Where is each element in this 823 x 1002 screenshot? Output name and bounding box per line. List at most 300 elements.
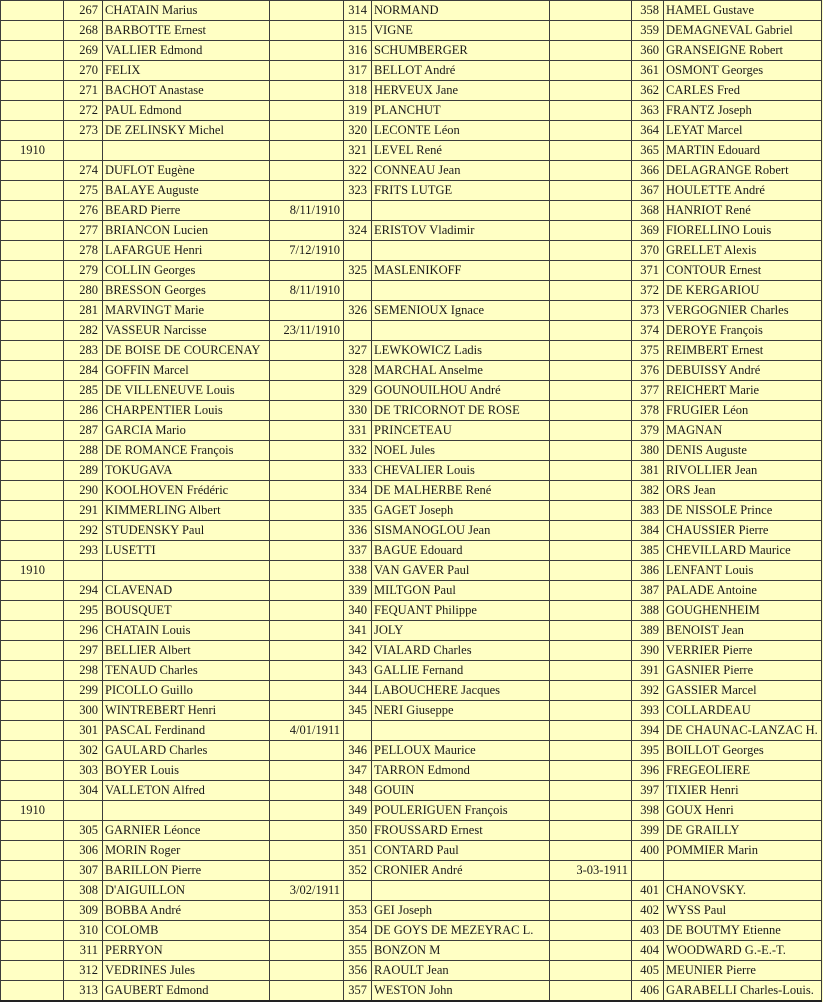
c1-date-cell [270, 841, 344, 861]
year-cell [1, 541, 64, 561]
c2-date-cell [550, 541, 632, 561]
c3-name-cell: DEROYE François [664, 321, 822, 341]
year-cell [1, 201, 64, 221]
year-cell [1, 41, 64, 61]
c2-name-cell: POULERIGUEN François [372, 801, 550, 821]
c3-number-cell: 360 [632, 41, 664, 61]
year-cell [1, 441, 64, 461]
c1-name-cell: CHARPENTIER Louis [103, 401, 270, 421]
c3-number-cell: 359 [632, 21, 664, 41]
year-cell [1, 841, 64, 861]
c2-name-cell [372, 321, 550, 341]
c3-name-cell: CHANOVSKY. [664, 881, 822, 901]
c3-number-cell: 378 [632, 401, 664, 421]
c2-number-cell: 322 [344, 161, 372, 181]
c1-name-cell: GARCIA Mario [103, 421, 270, 441]
c2-number-cell: 345 [344, 701, 372, 721]
year-cell [1, 341, 64, 361]
c1-name-cell [103, 561, 270, 581]
c1-date-cell [270, 701, 344, 721]
c3-number-cell: 402 [632, 901, 664, 921]
c2-name-cell: GAGET Joseph [372, 501, 550, 521]
c3-number-cell: 366 [632, 161, 664, 181]
c2-name-cell: FROUSSARD Ernest [372, 821, 550, 841]
c3-name-cell: COLLARDEAU [664, 701, 822, 721]
table-row [1, 441, 822, 461]
table-row [1, 921, 822, 941]
year-cell: 1910 [1, 801, 64, 821]
c1-date-cell [270, 101, 344, 121]
c1-number-cell: 284 [64, 361, 103, 381]
c3-number-cell: 367 [632, 181, 664, 201]
c2-date-cell [550, 361, 632, 381]
year-cell [1, 881, 64, 901]
c2-date-cell [550, 401, 632, 421]
c3-name-cell: CONTOUR Ernest [664, 261, 822, 281]
c2-date-cell [550, 801, 632, 821]
c2-name-cell [372, 201, 550, 221]
table-row [1, 521, 822, 541]
c2-date-cell [550, 961, 632, 981]
c1-name-cell: STUDENSKY Paul [103, 521, 270, 541]
year-cell [1, 661, 64, 681]
c1-number-cell: 312 [64, 961, 103, 981]
c2-number-cell: 331 [344, 421, 372, 441]
c2-number-cell: 337 [344, 541, 372, 561]
c1-name-cell: CHATAIN Marius [103, 1, 270, 21]
c3-name-cell: DELAGRANGE Robert [664, 161, 822, 181]
c2-number-cell: 338 [344, 561, 372, 581]
c3-name-cell: GOUGHENHEIM [664, 601, 822, 621]
c1-date-cell [270, 1, 344, 21]
c2-number-cell: 330 [344, 401, 372, 421]
c1-date-cell [270, 941, 344, 961]
c1-date-cell [270, 81, 344, 101]
c2-number-cell: 319 [344, 101, 372, 121]
c2-date-cell [550, 481, 632, 501]
c1-number-cell: 267 [64, 1, 103, 21]
c1-number-cell: 293 [64, 541, 103, 561]
c3-name-cell: FRUGIER Léon [664, 401, 822, 421]
c1-date-cell [270, 581, 344, 601]
c3-name-cell: LEYAT Marcel [664, 121, 822, 141]
c1-number-cell: 310 [64, 921, 103, 941]
c2-date-cell [550, 721, 632, 741]
c1-number-cell: 276 [64, 201, 103, 221]
c2-date-cell [550, 261, 632, 281]
year-cell [1, 921, 64, 941]
c1-name-cell: FELIX [103, 61, 270, 81]
c1-number-cell: 285 [64, 381, 103, 401]
c2-name-cell: PRINCETEAU [372, 421, 550, 441]
c1-name-cell: TENAUD Charles [103, 661, 270, 681]
c1-number-cell: 306 [64, 841, 103, 861]
c1-date-cell [270, 361, 344, 381]
table-row [1, 781, 822, 801]
c3-number-cell: 394 [632, 721, 664, 741]
c1-name-cell: COLLIN Georges [103, 261, 270, 281]
c3-name-cell: RIVOLLIER Jean [664, 461, 822, 481]
table-row [1, 601, 822, 621]
c2-number-cell [344, 321, 372, 341]
c3-number-cell: 361 [632, 61, 664, 81]
c2-date-cell [550, 1, 632, 21]
c1-number-cell [64, 801, 103, 821]
c1-name-cell: GAUBERT Edmond [103, 981, 270, 1002]
c2-name-cell: DE TRICORNOT DE ROSE [372, 401, 550, 421]
year-cell [1, 501, 64, 521]
year-cell [1, 481, 64, 501]
c3-name-cell: DE BOUTMY Etienne [664, 921, 822, 941]
c2-number-cell: 335 [344, 501, 372, 521]
c3-number-cell: 380 [632, 441, 664, 461]
c2-name-cell: NERI Giuseppe [372, 701, 550, 721]
c2-name-cell [372, 241, 550, 261]
c3-number-cell: 398 [632, 801, 664, 821]
c2-date-cell [550, 941, 632, 961]
c2-name-cell: MARCHAL Anselme [372, 361, 550, 381]
c2-date-cell [550, 421, 632, 441]
c3-number-cell: 396 [632, 761, 664, 781]
c1-number-cell: 299 [64, 681, 103, 701]
year-cell [1, 621, 64, 641]
year-cell [1, 161, 64, 181]
table-row [1, 481, 822, 501]
table-row [1, 741, 822, 761]
year-cell [1, 381, 64, 401]
c3-name-cell: HAMEL Gustave [664, 1, 822, 21]
c3-name-cell: GASSIER Marcel [664, 681, 822, 701]
c1-number-cell: 298 [64, 661, 103, 681]
c1-name-cell: MARVINGT Marie [103, 301, 270, 321]
c1-date-cell [270, 221, 344, 241]
c2-number-cell: 324 [344, 221, 372, 241]
c2-number-cell: 339 [344, 581, 372, 601]
c1-number-cell: 305 [64, 821, 103, 841]
year-cell [1, 461, 64, 481]
c3-number-cell: 363 [632, 101, 664, 121]
c3-name-cell: CHEVILLARD Maurice [664, 541, 822, 561]
c2-number-cell: 350 [344, 821, 372, 841]
table-row [1, 901, 822, 921]
c1-date-cell: 3/02/1911 [270, 881, 344, 901]
c1-date-cell [270, 481, 344, 501]
c2-number-cell [344, 721, 372, 741]
c3-number-cell: 375 [632, 341, 664, 361]
table-row [1, 681, 822, 701]
year-cell [1, 121, 64, 141]
year-cell [1, 421, 64, 441]
c1-date-cell [270, 761, 344, 781]
c3-number-cell: 379 [632, 421, 664, 441]
c2-date-cell [550, 161, 632, 181]
year-cell [1, 321, 64, 341]
c2-date-cell [550, 521, 632, 541]
c1-date-cell [270, 301, 344, 321]
c1-name-cell: BRESSON Georges [103, 281, 270, 301]
c3-name-cell: DE CHAUNAC-LANZAC H. [664, 721, 822, 741]
c3-number-cell: 373 [632, 301, 664, 321]
c1-name-cell: VALLIER Edmond [103, 41, 270, 61]
table-row [1, 801, 822, 821]
c2-number-cell: 348 [344, 781, 372, 801]
c2-name-cell: LEWKOWICZ Ladis [372, 341, 550, 361]
c1-date-cell [270, 21, 344, 41]
c2-name-cell: VIGNE [372, 21, 550, 41]
c2-name-cell [372, 281, 550, 301]
c3-name-cell: REIMBERT Ernest [664, 341, 822, 361]
year-cell [1, 101, 64, 121]
table-row [1, 181, 822, 201]
c2-name-cell: FRITS LUTGE [372, 181, 550, 201]
c1-name-cell: DE BOISE DE COURCENAY [103, 341, 270, 361]
table-row [1, 941, 822, 961]
c1-number-cell: 286 [64, 401, 103, 421]
year-cell [1, 21, 64, 41]
c3-name-cell: TIXIER Henri [664, 781, 822, 801]
c1-number-cell: 304 [64, 781, 103, 801]
c2-number-cell: 355 [344, 941, 372, 961]
c3-number-cell: 371 [632, 261, 664, 281]
c2-number-cell: 351 [344, 841, 372, 861]
c2-name-cell: VIALARD Charles [372, 641, 550, 661]
c2-name-cell: DE MALHERBE René [372, 481, 550, 501]
year-cell [1, 81, 64, 101]
c3-number-cell: 364 [632, 121, 664, 141]
c2-date-cell [550, 761, 632, 781]
c1-name-cell: PAUL Edmond [103, 101, 270, 121]
table-row [1, 241, 822, 261]
c2-number-cell: 349 [344, 801, 372, 821]
c2-number-cell: 346 [344, 741, 372, 761]
table-row [1, 821, 822, 841]
table-row [1, 81, 822, 101]
c3-number-cell: 399 [632, 821, 664, 841]
c1-date-cell [270, 641, 344, 661]
c1-date-cell [270, 261, 344, 281]
c2-name-cell: LABOUCHERE Jacques [372, 681, 550, 701]
c1-date-cell [270, 741, 344, 761]
c1-name-cell: MORIN Roger [103, 841, 270, 861]
c2-date-cell [550, 81, 632, 101]
c2-name-cell: FEQUANT Philippe [372, 601, 550, 621]
c1-date-cell [270, 801, 344, 821]
c2-name-cell: LECONTE Léon [372, 121, 550, 141]
c1-name-cell: VALLETON Alfred [103, 781, 270, 801]
year-cell: 1910 [1, 141, 64, 161]
c1-number-cell: 272 [64, 101, 103, 121]
c1-number-cell: 281 [64, 301, 103, 321]
year-cell [1, 601, 64, 621]
year-cell [1, 521, 64, 541]
year-cell [1, 641, 64, 661]
c2-number-cell: 342 [344, 641, 372, 661]
table-row [1, 641, 822, 661]
c2-number-cell: 315 [344, 21, 372, 41]
table-row [1, 961, 822, 981]
c3-number-cell: 392 [632, 681, 664, 701]
c1-name-cell: WINTREBERT Henri [103, 701, 270, 721]
c1-date-cell [270, 601, 344, 621]
c3-name-cell: DENIS Auguste [664, 441, 822, 461]
table-row [1, 201, 822, 221]
year-cell [1, 901, 64, 921]
c1-number-cell: 278 [64, 241, 103, 261]
c1-date-cell [270, 781, 344, 801]
table-row [1, 981, 822, 1002]
c2-date-cell [550, 321, 632, 341]
c3-number-cell: 358 [632, 1, 664, 21]
c2-date-cell [550, 681, 632, 701]
c3-number-cell: 400 [632, 841, 664, 861]
c1-number-cell: 297 [64, 641, 103, 661]
c2-name-cell: NORMAND [372, 1, 550, 21]
c2-number-cell: 357 [344, 981, 372, 1002]
year-cell [1, 261, 64, 281]
c1-name-cell: COLOMB [103, 921, 270, 941]
c2-date-cell [550, 461, 632, 481]
c2-number-cell: 333 [344, 461, 372, 481]
c3-name-cell: BENOIST Jean [664, 621, 822, 641]
c2-date-cell [550, 441, 632, 461]
c2-date-cell [550, 621, 632, 641]
table-row [1, 1, 822, 21]
c2-name-cell: LEVEL René [372, 141, 550, 161]
c1-date-cell [270, 521, 344, 541]
c1-date-cell: 7/12/1910 [270, 241, 344, 261]
c1-name-cell: BOYER Louis [103, 761, 270, 781]
c1-date-cell [270, 461, 344, 481]
year-cell [1, 681, 64, 701]
c3-number-cell: 387 [632, 581, 664, 601]
c3-number-cell: 391 [632, 661, 664, 681]
c3-number-cell: 368 [632, 201, 664, 221]
table-row [1, 861, 822, 881]
year-cell [1, 941, 64, 961]
c1-number-cell: 290 [64, 481, 103, 501]
c1-number-cell: 280 [64, 281, 103, 301]
c3-number-cell: 362 [632, 81, 664, 101]
c3-name-cell: FREGEOLIERE [664, 761, 822, 781]
c2-number-cell: 334 [344, 481, 372, 501]
table-row [1, 261, 822, 281]
c2-name-cell: VAN GAVER Paul [372, 561, 550, 581]
c1-date-cell [270, 501, 344, 521]
c3-name-cell: GARABELLI Charles-Louis. [664, 981, 822, 1002]
c1-name-cell: PERRYON [103, 941, 270, 961]
c1-number-cell: 311 [64, 941, 103, 961]
c2-name-cell: ERISTOV Vladimir [372, 221, 550, 241]
c3-number-cell: 365 [632, 141, 664, 161]
year-cell [1, 301, 64, 321]
c1-name-cell: BARILLON Pierre [103, 861, 270, 881]
year-cell [1, 1, 64, 21]
c2-date-cell [550, 561, 632, 581]
c1-date-cell [270, 681, 344, 701]
c1-number-cell: 275 [64, 181, 103, 201]
c2-number-cell: 332 [344, 441, 372, 461]
c1-name-cell: KOOLHOVEN Frédéric [103, 481, 270, 501]
c1-number-cell: 274 [64, 161, 103, 181]
c3-number-cell: 403 [632, 921, 664, 941]
c1-name-cell: DE VILLENEUVE Louis [103, 381, 270, 401]
c3-name-cell: HANRIOT René [664, 201, 822, 221]
c1-date-cell [270, 121, 344, 141]
c1-name-cell: GOFFIN Marcel [103, 361, 270, 381]
c3-name-cell: VERRIER Pierre [664, 641, 822, 661]
c1-number-cell: 309 [64, 901, 103, 921]
c1-date-cell [270, 61, 344, 81]
c3-number-cell: 385 [632, 541, 664, 561]
c2-number-cell: 318 [344, 81, 372, 101]
c1-name-cell: BACHOT Anastase [103, 81, 270, 101]
c3-number-cell: 376 [632, 361, 664, 381]
c2-date-cell [550, 61, 632, 81]
c1-name-cell: BELLIER Albert [103, 641, 270, 661]
c1-name-cell: PASCAL Ferdinand [103, 721, 270, 741]
c2-date-cell [550, 921, 632, 941]
c3-name-cell: CARLES Fred [664, 81, 822, 101]
c2-name-cell [372, 721, 550, 741]
c2-date-cell [550, 881, 632, 901]
c2-date-cell [550, 21, 632, 41]
c3-number-cell: 405 [632, 961, 664, 981]
c2-name-cell: SISMANOGLOU Jean [372, 521, 550, 541]
c1-number-cell: 301 [64, 721, 103, 741]
c1-name-cell: BARBOTTE Ernest [103, 21, 270, 41]
c2-name-cell: NOEL Jules [372, 441, 550, 461]
c3-number-cell: 384 [632, 521, 664, 541]
c1-number-cell: 268 [64, 21, 103, 41]
c3-name-cell: DE GRAILLY [664, 821, 822, 841]
c2-date-cell [550, 601, 632, 621]
c3-number-cell: 382 [632, 481, 664, 501]
c2-name-cell: TARRON Edmond [372, 761, 550, 781]
c2-date-cell [550, 201, 632, 221]
year-cell [1, 581, 64, 601]
c2-name-cell: CHEVALIER Louis [372, 461, 550, 481]
c2-name-cell: BELLOT André [372, 61, 550, 81]
table-body [1, 1, 822, 1002]
c2-date-cell [550, 101, 632, 121]
c1-date-cell [270, 661, 344, 681]
c1-name-cell: GAULARD Charles [103, 741, 270, 761]
c3-name-cell: BOILLOT Georges [664, 741, 822, 761]
table-row [1, 301, 822, 321]
c2-name-cell: JOLY [372, 621, 550, 641]
c2-name-cell: RAOULT Jean [372, 961, 550, 981]
c3-number-cell: 383 [632, 501, 664, 521]
c2-number-cell [344, 281, 372, 301]
c3-name-cell: DEMAGNEVAL Gabriel [664, 21, 822, 41]
table-row [1, 501, 822, 521]
c2-name-cell: MASLENIKOFF [372, 261, 550, 281]
table-row [1, 341, 822, 361]
c1-number-cell: 288 [64, 441, 103, 461]
c2-number-cell: 336 [344, 521, 372, 541]
c3-name-cell: DE NISSOLE Prince [664, 501, 822, 521]
c3-name-cell: MEUNIER Pierre [664, 961, 822, 981]
c1-date-cell [270, 141, 344, 161]
year-cell [1, 961, 64, 981]
c2-name-cell: GEI Joseph [372, 901, 550, 921]
c2-name-cell [372, 881, 550, 901]
c1-date-cell [270, 541, 344, 561]
c1-name-cell: LAFARGUE Henri [103, 241, 270, 261]
c1-name-cell [103, 801, 270, 821]
table-row [1, 321, 822, 341]
c1-number-cell [64, 141, 103, 161]
